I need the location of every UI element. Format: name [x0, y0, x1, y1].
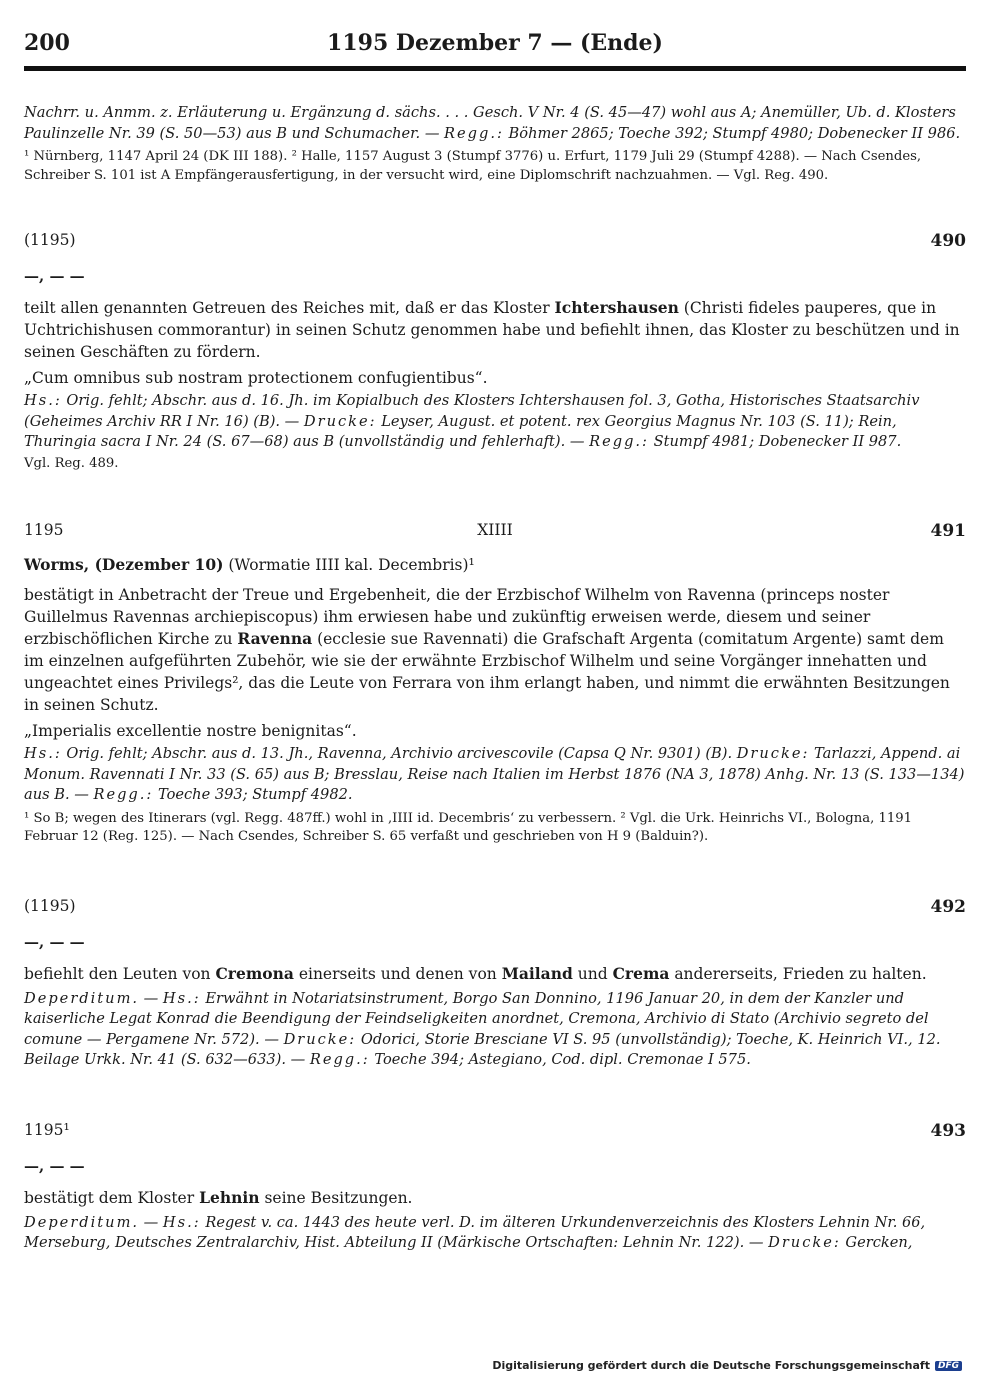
incipit: „Cum omnibus sub nostram protectionem confugientibus“.: [24, 369, 488, 387]
regest-date: (1195): [24, 896, 76, 915]
literature-note: Nachrr. u. Anmm. z. Erläuterung u. Ergänzung d. sächs. . . . Gesch. V Nr. 4 (S. 45—47) wohl aus A; Anemüller, Ub. d. Klosters Paulinzelle Nr. 39 (S. 50—53) aus B und Schumacher. — Regg.: Böhmer 2865; Toeche 392; Stumpf 4980; Dobenecker II 986.: [24, 104, 961, 142]
running-title: 1195 Dezember 7 — (Ende): [327, 30, 663, 56]
regest-header: [24, 521, 966, 545]
regest-place: —, — —: [24, 1156, 85, 1175]
regest-date: 1195¹: [24, 1120, 70, 1139]
regest-number: 492: [930, 896, 966, 917]
dfg-logo: DFG: [935, 1361, 962, 1371]
regest-date: (1195): [24, 231, 76, 249]
regest-header: [24, 897, 966, 921]
literature-note: Deperditum. — Hs.: Regest v. ca. 1443 des heute verl. D. im älteren Urkundenverzeichnis des Klosters Lehnin Nr. 66, Merseburg, Deutsches Zentralarchiv, Hist. Abteilung II (Märkische Ortschaften: Lehnin Nr. 122). — Drucke: Gercken,: [24, 1213, 926, 1251]
regest-text: teilt allen genannten Getreuen des Reiches mit, daß er das Kloster Ichtershausen (Christi fideles pauperes, que in Uchtrichishusen commorantur) in seinen Schutz genommen habe und befiehlt ihnen, das Kloster zu beschützen und in seinen Geschäften zu fördern.: [24, 298, 960, 361]
literature-note: Deperditum. — Hs.: Erwähnt in Notariatsinstrument, Borgo San Donnino, 1196 Januar 20, in dem der Kanzler und kaiserliche Legat Konrad die Beendigung der Feindseligkeiten anordnet, Cremona, Archivio di Stato (Archivio segreto del comune — Pergamene Nr. 572). — Drucke: Odorici, Storie Bresciane VI S. 95 (unvollständig); Toeche, K. Heinrich VI., 12. Beilage Urkk. Nr. 41 (S. 632—633). — Regg.: Toeche 394; Astegiano, Cod. dipl. Cremonae I 575.: [24, 989, 941, 1068]
regest-490: [24, 231, 966, 473]
header-rule: [24, 66, 966, 71]
footnotes: ¹ Nürnberg, 1147 April 24 (DK III 188). ² Halle, 1157 August 3 (Stumpf 3776) u. Erfurt, 1179 Juli 29 (Stumpf 4288). — Nach Csendes, Schreiber S. 101 ist A Empfängerausfertigung, in der versucht wird, eine Diplomschrift nachzuahmen. — Vgl. Reg. 490.: [24, 149, 922, 183]
page-header: [24, 30, 966, 64]
footnotes: ¹ So B; wegen des Itinerars (vgl. Regg. 487ff.) wohl in ‚IIII id. Decembris‘ zu verbessern. ² Vgl. die Urk. Heinrichs VI., Bologna, 1191 Februar 12 (Reg. 125). — Nach Csendes, Schreiber S. 65 verfaßt und geschrieben von H 9 (Balduin?).: [24, 810, 913, 844]
regest-number: 491: [930, 521, 966, 541]
funding-footer: [492, 1359, 962, 1372]
regest-text: bestätigt dem Kloster Lehnin seine Besitzungen.: [24, 1187, 413, 1207]
regest-491: [24, 521, 966, 847]
regest-492: [24, 897, 966, 1071]
page-number: 200: [24, 30, 70, 56]
regest-text: bestätigt in Anbetracht der Treue und Ergebenheit, die der Erzbischof Wilhelm von Ravenna (princeps noster Guillelmus Ravennas archiepiscopus) ihm erwiesen habe und zukünftig erweisen werde, diesem und seiner erzbischöflichen Kirche zu Ravenna (ecclesie sue Ravennati) die Grafschaft Argenta (comitatum Argente) samt dem im einzelnen aufgeführten Zubehör, wie sie der erwähnte Erzbischof Wilhelm und seine Vorgänger innehatten und ungeachtet eines Privilegs², das die Leute von Ferrara von ihm erlangt haben, und nimmt die erwähnten Besitzungen in seinen Schutz.: [24, 586, 950, 714]
incipit: „Imperialis excellentie nostre benignitas“.: [24, 722, 357, 740]
page-content: [24, 103, 966, 1254]
literature-note: Hs.: Orig. fehlt; Abschr. aus d. 16. Jh. im Kopialbuch des Klosters Ichtershausen fol. 3, Gotha, Historisches Staatsarchiv (Geheimes Archiv RR I Nr. 16) (B). — Drucke: Leyser, August. et potent. rex Georgius Magnus Nr. 103 (S. 11); Rein, Thuringia sacra I Nr. 24 (S. 67—68) aus B (unvollständig und fehlerhaft). — Regg.: Stumpf 4981; Dobenecker II 987.: [24, 392, 920, 450]
regest-place: —, — —: [24, 932, 85, 951]
regest-493: [24, 1121, 966, 1254]
funding-text: Digitalisierung gefördert durch die Deutsche Forschungsgemeinschaft: [492, 1359, 930, 1372]
regest-place: Worms, (Dezember 10) (Wormatie IIII kal. Decembris)¹: [24, 555, 475, 574]
regest-number: 490: [930, 231, 966, 251]
footnote-vgl: Vgl. Reg. 489.: [24, 455, 119, 471]
regest-number: 493: [930, 1120, 966, 1141]
regest-indiction: XIIII: [477, 521, 513, 539]
regest-date: 1195: [24, 521, 64, 539]
regest-header: [24, 231, 966, 255]
literature-note: Hs.: Orig. fehlt; Abschr. aus d. 13. Jh., Ravenna, Archivio arcivescovile (Capsa Q Nr. 9301) (B). Drucke: Tarlazzi, Append. ai Monum. Ravennati I Nr. 33 (S. 65) aus B; Bresslau, Reise nach Italien im Herbst 1876 (NA 3, 1878) Anhg. Nr. 13 (S. 133—134) aus B. — Regg.: Toeche 393; Stumpf 4982.: [24, 745, 965, 803]
regest-place: —, — —: [24, 267, 85, 285]
regest-text: befiehlt den Leuten von Cremona einerseits und denen von Mailand und Crema andererseits, Frieden zu halten.: [24, 963, 927, 983]
regest-header: [24, 1121, 966, 1145]
previous-entry-tail: [24, 103, 966, 185]
